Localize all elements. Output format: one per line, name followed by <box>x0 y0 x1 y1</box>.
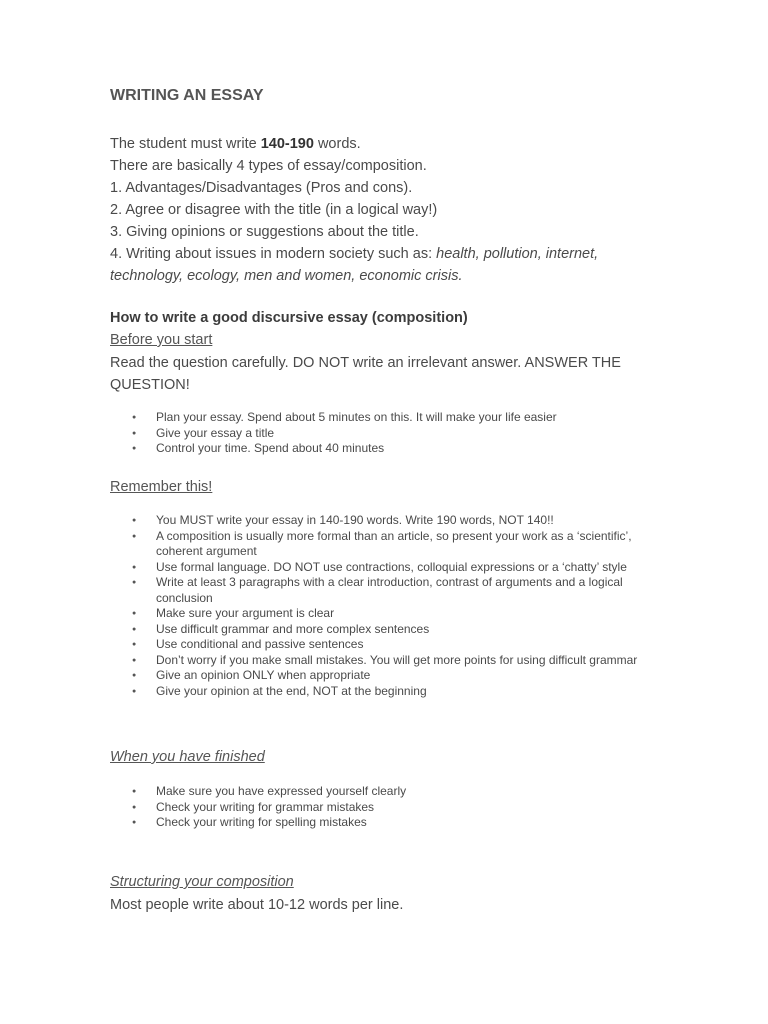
before-you-start-list <box>110 410 670 457</box>
essay-type-2: 2. Agree or disagree with the title (in a logical way!) <box>110 202 438 218</box>
word-count-range: 140-190 <box>260 136 314 152</box>
remember-this-label: Remember this! <box>110 479 213 495</box>
list-item: ● Control your time. Spend about 40 minutes <box>110 441 666 457</box>
list-item: ● Make sure your argument is clear <box>110 606 666 622</box>
list-item: ● Give your opinion at the end, NOT at the beginning <box>110 684 666 700</box>
list-item: ● Use difficult grammar and more complex sentences <box>110 622 666 638</box>
essay-type-1: 1. Advantages/Disadvantages (Pros and cons). <box>110 180 413 196</box>
when-finished-list <box>110 784 670 831</box>
essay-type-3: 3. Giving opinions or suggestions about the title. <box>110 224 419 240</box>
essay-type-4 <box>110 243 670 287</box>
list-item: ● Use formal language. DO NOT use contractions, colloquial expressions or a ‘chatty’ style <box>110 560 666 576</box>
word-count-line <box>110 133 670 155</box>
essay-types-line: There are basically 4 types of essay/composition. <box>110 158 427 174</box>
list-item: ● Check your writing for grammar mistakes <box>110 800 666 816</box>
structuring-text: Most people write about 10-12 words per line. <box>110 897 404 913</box>
before-you-start-label: Before you start <box>110 332 213 348</box>
intro-section <box>110 133 670 287</box>
list-item: ● You MUST write your essay in 140-190 words. Write 190 words, NOT 140!! <box>110 513 666 529</box>
list-item: ● A composition is usually more formal than an article, so present your work as a ‘scientific’, coherent argument <box>110 529 666 560</box>
list-item: ● Give an opinion ONLY when appropriate <box>110 668 666 684</box>
word-count-prefix: The student must write <box>110 136 261 152</box>
list-item: ● Give your essay a title <box>110 426 666 442</box>
how-to-heading: How to write a good discursive essay (composition) <box>110 310 468 326</box>
before-you-start-text: Read the question carefully. DO NOT write an irrelevant answer. ANSWER THE QUESTION! <box>110 355 621 393</box>
list-item: ● Use conditional and passive sentences <box>110 637 666 653</box>
list-item: ● Don’t worry if you make small mistakes. You will get more points for using difficult grammar <box>110 653 666 669</box>
list-item: ● Check your writing for spelling mistakes <box>110 815 666 831</box>
list-item: ● Plan your essay. Spend about 5 minutes on this. It will make your life easier <box>110 410 666 426</box>
essay-type-4-prefix: 4. Writing about issues in modern society such as: <box>110 246 437 262</box>
document-title: WRITING AN ESSAY <box>110 87 264 104</box>
structuring-label: Structuring your composition <box>110 874 294 890</box>
remember-this-list <box>110 513 670 699</box>
word-count-suffix: words. <box>313 136 361 152</box>
when-finished-label: When you have finished <box>110 749 265 765</box>
list-item: ● Make sure you have expressed yourself clearly <box>110 784 666 800</box>
essay-type-4-topics: health, pollution, internet, technology, ecology, men and women, economic crisis. <box>110 246 599 284</box>
list-item: ● Write at least 3 paragraphs with a clear introduction, contrast of arguments and a logical conclusion <box>110 575 666 606</box>
